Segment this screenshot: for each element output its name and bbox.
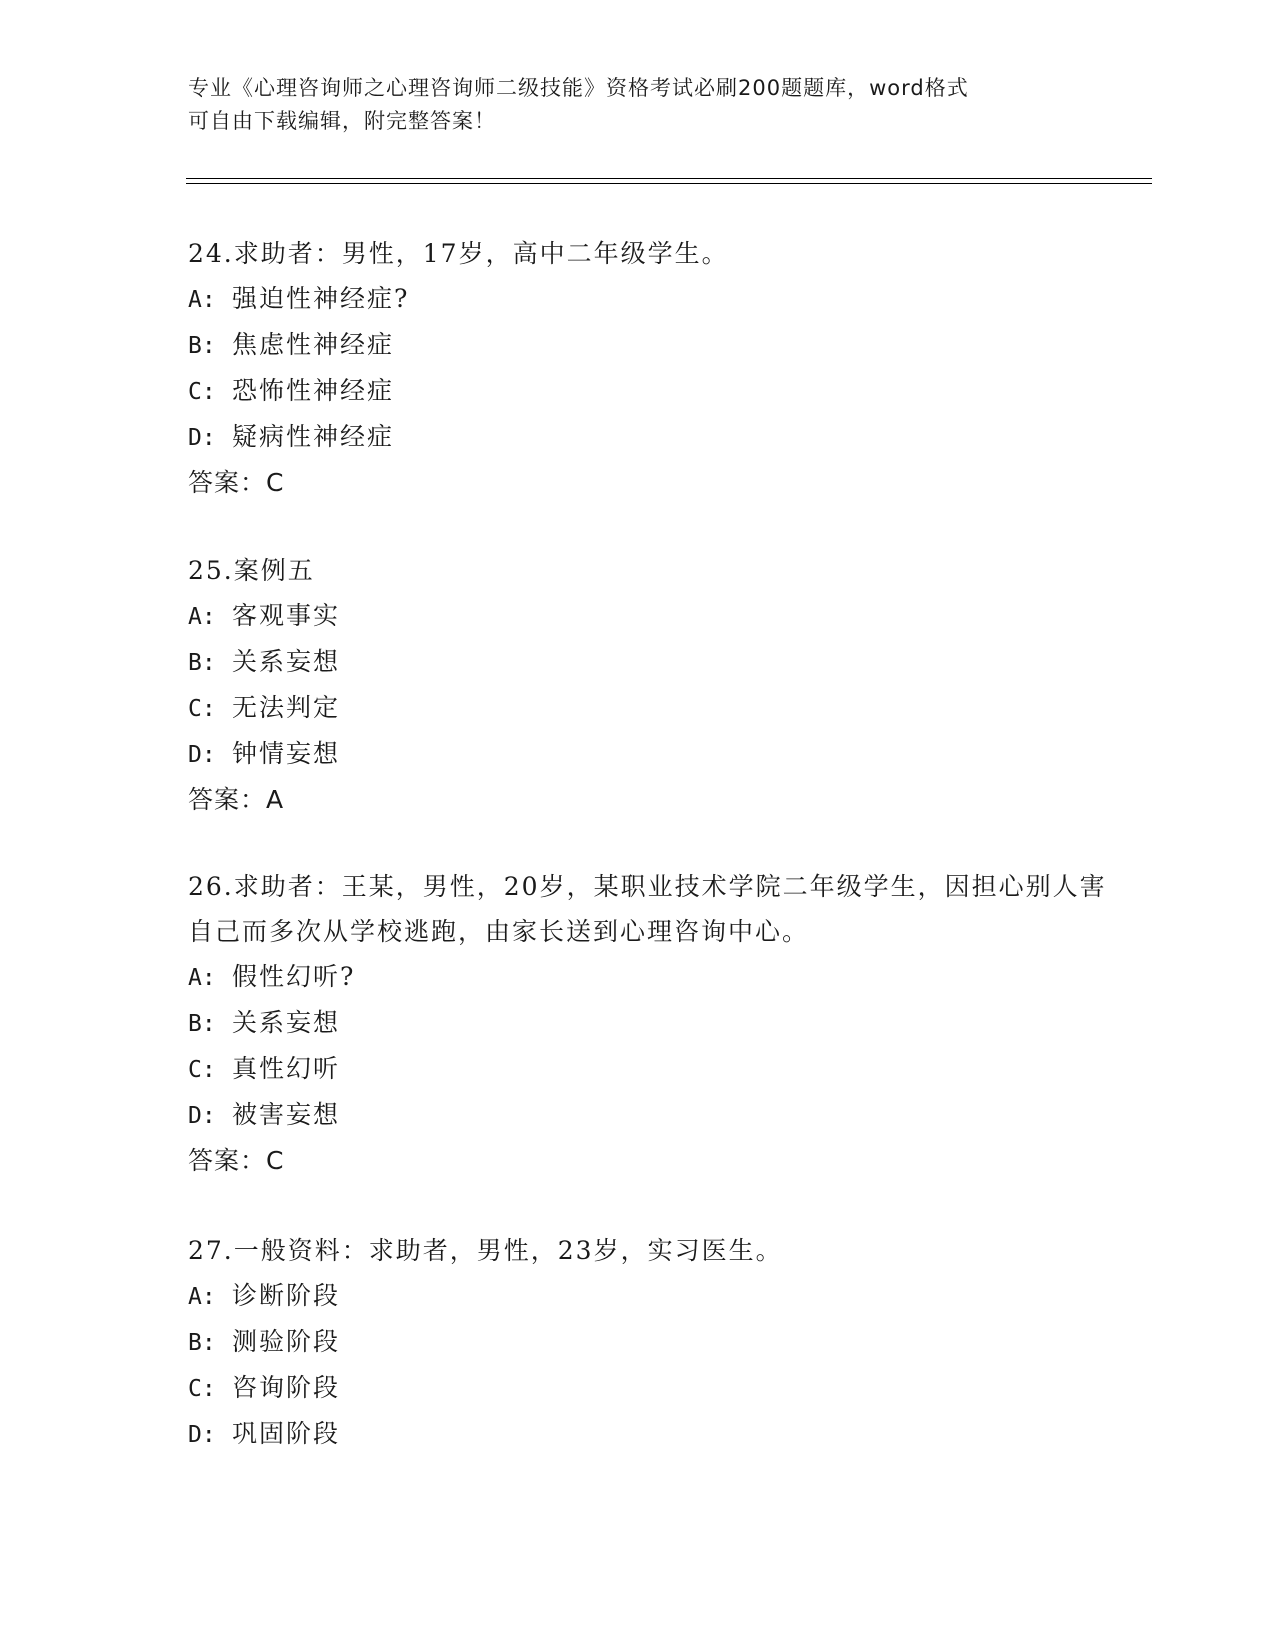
- question-stem: 25.案例五: [188, 556, 315, 585]
- question-stem: 27.一般资料：求助者，男性，23岁，实习医生。: [188, 1236, 783, 1265]
- option-c: C: 真性幻听: [188, 1054, 341, 1083]
- answer: 答案：C: [188, 1146, 285, 1175]
- option-a: A: 强迫性神经症?: [188, 284, 410, 313]
- option-b: B: 关系妄想: [188, 1008, 341, 1037]
- option-c: C: 咨询阶段: [188, 1373, 341, 1402]
- question-stem: 26.求助者：王某，男性，20岁，某职业技术学院二年级学生，因担心别人害自己而多次从学校逃跑，由家长送到心理咨询中心。: [188, 872, 1107, 946]
- question-25: [188, 548, 1108, 823]
- question-27: [188, 1228, 1108, 1457]
- option-d: D: 钟情妄想: [188, 739, 341, 768]
- option-d: D: 疑病性神经症: [188, 422, 395, 451]
- header-divider-bottom: [186, 183, 1152, 184]
- option-a: A: 客观事实: [188, 601, 341, 630]
- question-24: [188, 231, 1108, 506]
- answer: 答案：A: [188, 785, 285, 814]
- option-b: B: 焦虑性神经症: [188, 330, 395, 359]
- option-b: B: 关系妄想: [188, 647, 341, 676]
- option-c: C: 恐怖性神经症: [188, 376, 395, 405]
- header-divider-top: [186, 178, 1152, 179]
- option-c: C: 无法判定: [188, 693, 341, 722]
- option-d: D: 被害妄想: [188, 1100, 341, 1129]
- document-header: [188, 72, 1088, 138]
- option-a: A: 假性幻听?: [188, 962, 356, 991]
- option-a: A: 诊断阶段: [188, 1281, 341, 1310]
- answer: 答案：C: [188, 468, 285, 497]
- header-line-1: 专业《心理咨询师之心理咨询师二级技能》资格考试必刷200题题库，word格式: [188, 76, 969, 100]
- question-stem: 24.求助者：男性，17岁，高中二年级学生。: [188, 239, 729, 268]
- header-line-2: 可自由下载编辑，附完整答案！: [188, 109, 496, 133]
- option-d: D: 巩固阶段: [188, 1419, 341, 1448]
- option-b: B: 测验阶段: [188, 1327, 341, 1356]
- question-26: [188, 864, 1108, 1184]
